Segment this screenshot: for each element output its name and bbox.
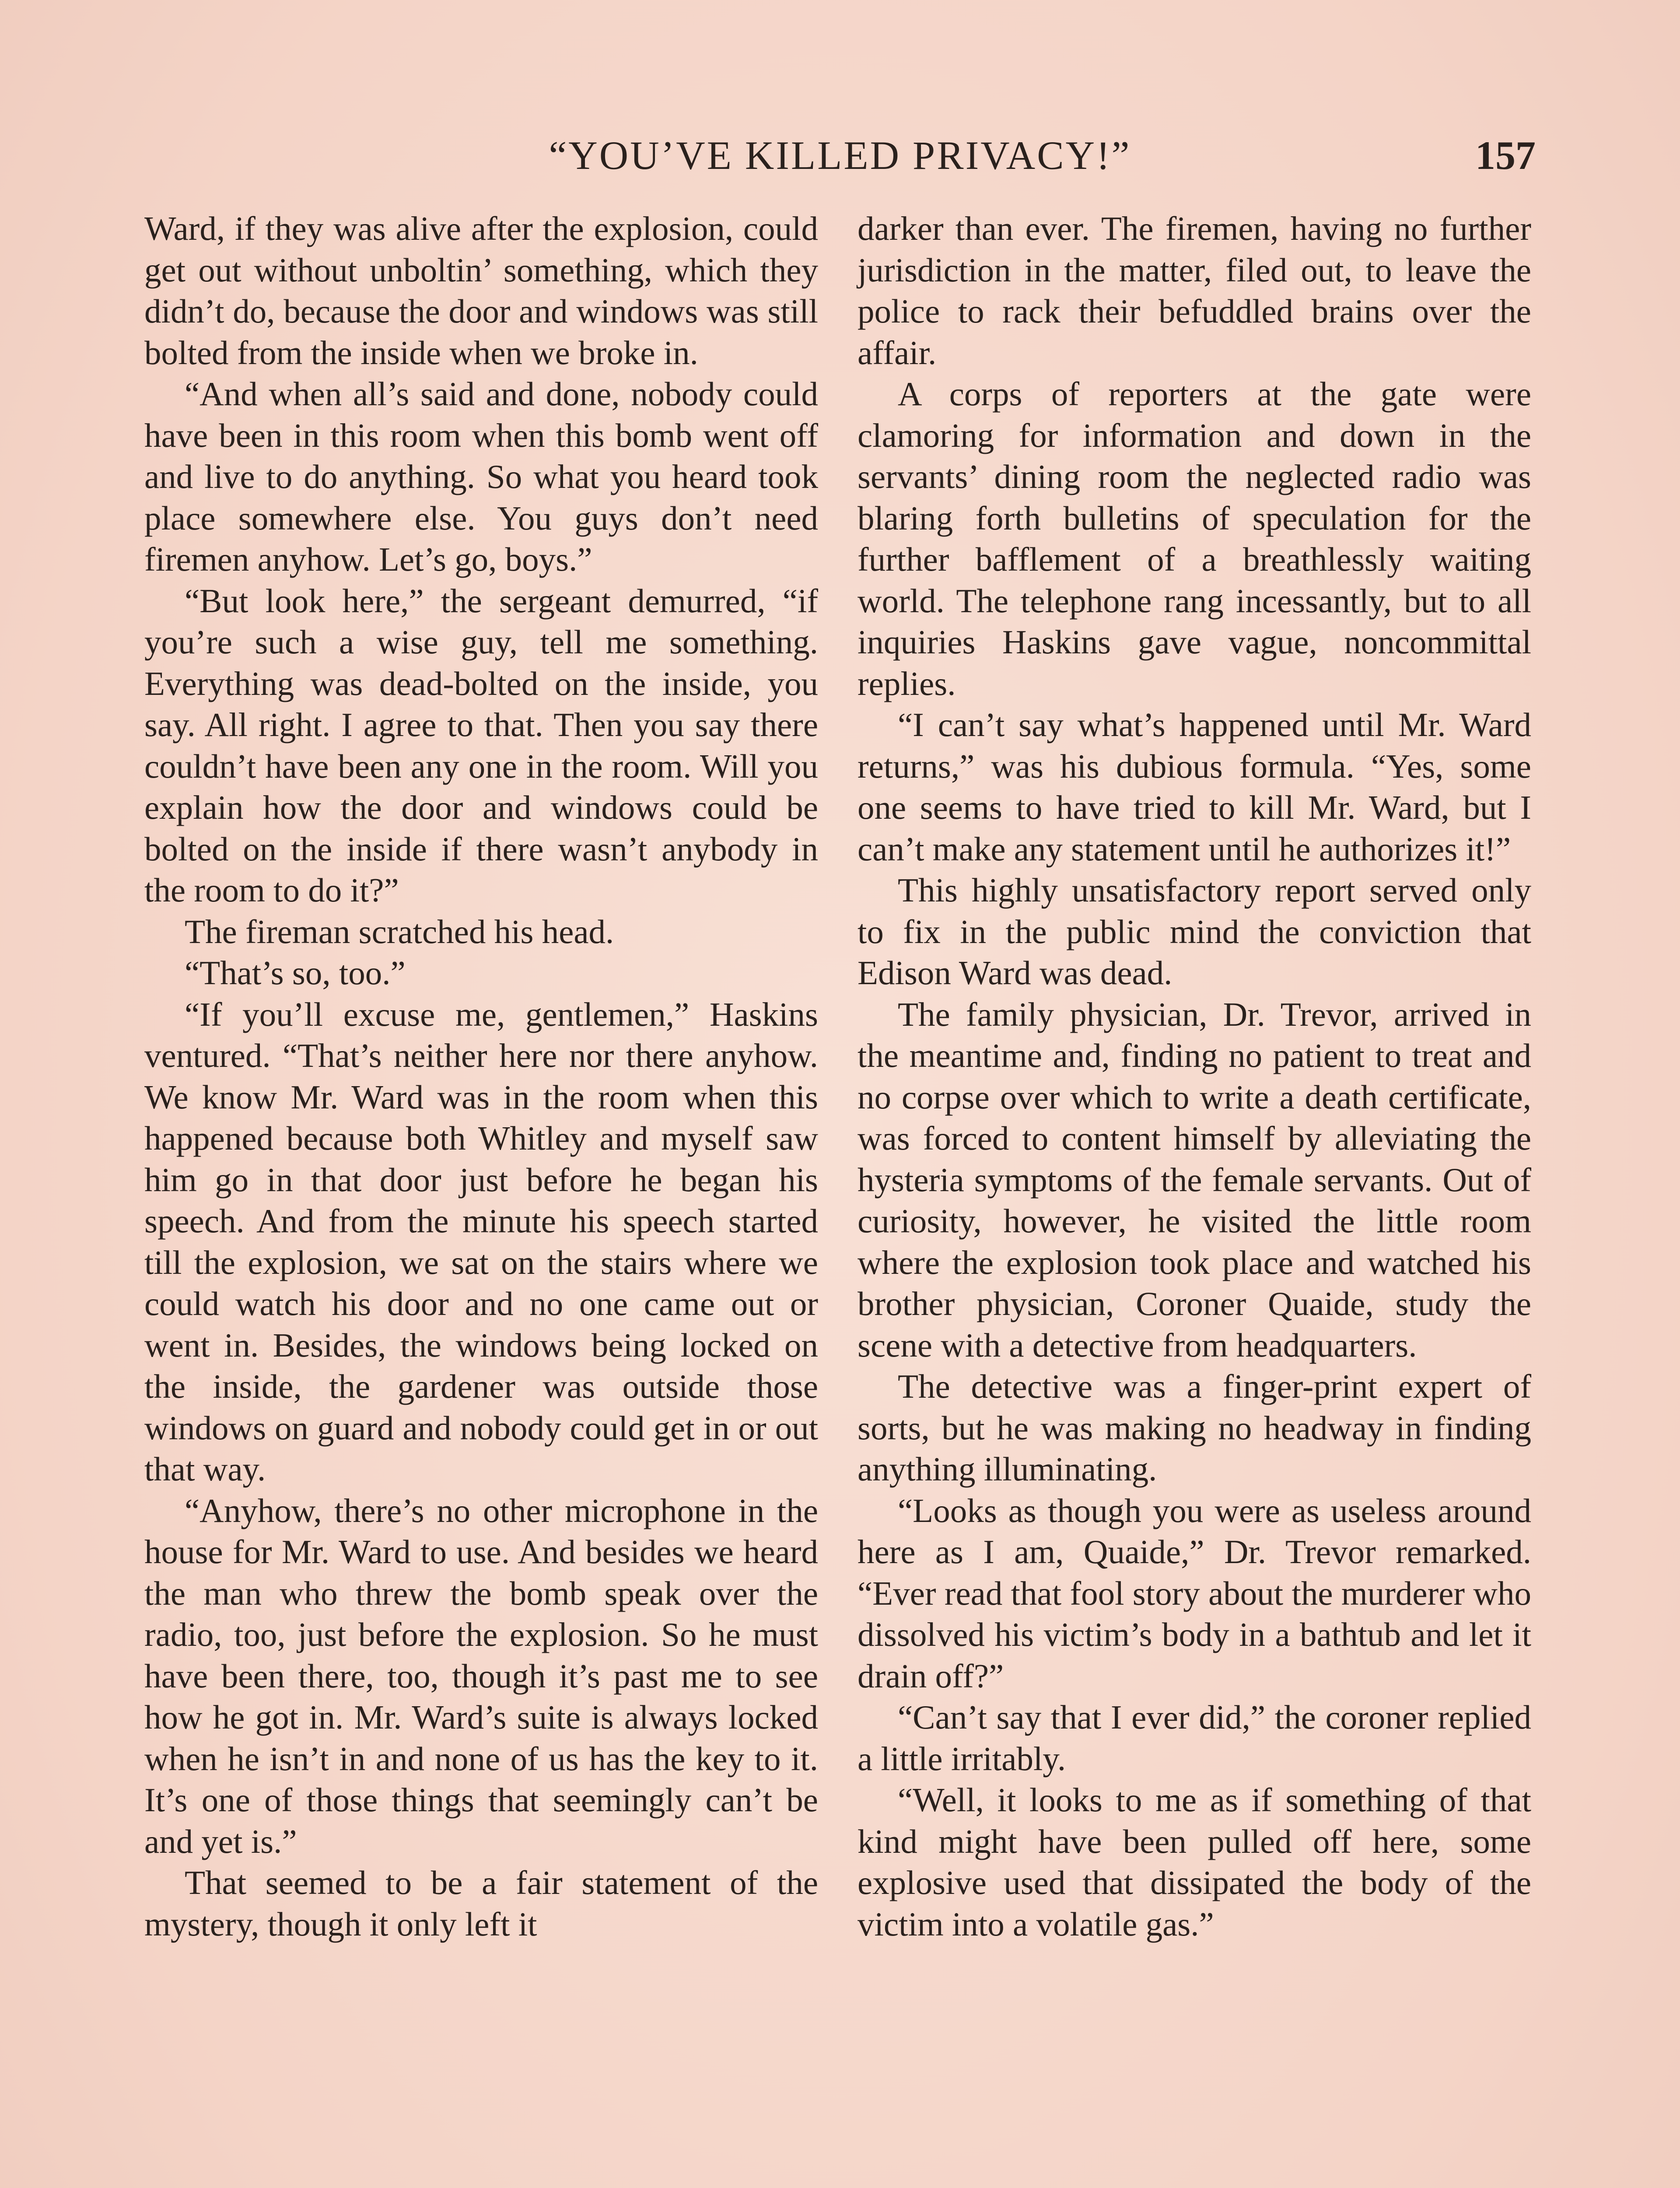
paragraph: “Can’t say that I ever did,” the coroner replied a little irritably. xyxy=(858,1698,1531,1778)
paragraph: Ward, if they was alive after the explosion, could get out without unboltin’ something, which they didn’t do, because the door and windows was still bolted from the inside when we broke in. xyxy=(144,210,818,372)
left-column xyxy=(144,208,818,1945)
paragraph: The detective was a finger-print expert of sorts, but he was making no headway in finding anything illuminating. xyxy=(858,1368,1531,1488)
paragraph: “That’s so, too.” xyxy=(185,954,406,992)
paragraph: “I can’t say what’s happened until Mr. Ward returns,” was his dubious formula. “Yes, some one seems to have tried to kill Mr. Ward, but I can’t make any statement until he authorizes it!” xyxy=(858,706,1531,868)
page-number: 157 xyxy=(1475,133,1536,178)
paragraph: “Well, it looks to me as if something of that kind might have been pulled off here, some explosive used that dissipated the body of the victim into a volatile gas.” xyxy=(858,1781,1531,1943)
paragraph: “And when all’s said and done, nobody could have been in this room when this bomb went off and live to do anything. So what you heard took place somewhere else. You guys don’t need firemen anyhow. Let’s go, boys.” xyxy=(144,375,818,578)
page-header xyxy=(144,131,1536,179)
paragraph: “Anyhow, there’s no other microphone in the house for Mr. Ward to use. And besides we heard the man who threw the bomb speak over the radio, too, just before the explosion. So he must have been there, too, though it’s past me to see how he got in. Mr. Ward’s suite is always locked when he isn’t in and none of us has the key to it. It’s one of those things that seemingly can’t be and yet is.” xyxy=(144,1491,818,1860)
paragraph: “Looks as though you were as useless around here as I am, Quaide,” Dr. Trevor remarked. “Ever read that fool story about the murderer who dissolved his victim’s body in a bathtub and let it drain off?” xyxy=(858,1491,1531,1695)
paragraph: The fireman scratched his head. xyxy=(185,912,614,950)
paragraph: The family physician, Dr. Trevor, arrived in the meantime and, finding no patient to treat and no corpse over which to write a death certificate, was forced to content himself by alleviating the hysteria symptoms of the female servants. Out of curiosity, however, he visited the little room where the explosion took place and watched his brother physician, Coroner Quaide, study the scene with a detective from headquarters. xyxy=(858,995,1531,1364)
paragraph: darker than ever. The firemen, having no further jurisdiction in the matter, filed out, to leave the police to rack their befuddled brains over the affair. xyxy=(858,210,1531,372)
right-column xyxy=(858,208,1531,1945)
paragraph: This highly unsatisfactory report served only to fix in the public mind the conviction that Edison Ward was dead. xyxy=(858,871,1531,992)
paragraph: A corps of reporters at the gate were clamoring for information and down in the servants’ dining room the neglected radio was blaring forth bulletins of speculation for the further bafflement of a breathlessly waiting world. The telephone rang incessantly, but to all inquiries Haskins gave vague, noncommittal replies. xyxy=(858,375,1531,702)
running-title: “YOU’VE KILLED PRIVACY!” xyxy=(549,133,1131,178)
paragraph: That seemed to be a fair statement of the mystery, though it only left it xyxy=(144,1864,818,1943)
paragraph: “If you’ll excuse me, gentlemen,” Haskins ventured. “That’s neither here nor there anyhow. We know Mr. Ward was in the room when this happened because both Whitley and myself saw him go in that door just before he began his speech. And from the minute his speech started till the explosion, we sat on the stairs where we could watch his door and no one came out or went in. Besides, the windows being locked on the inside, the gardener was outside those windows on guard and nobody could get in or out that way. xyxy=(144,995,818,1488)
paragraph: “But look here,” the sergeant demurred, “if you’re such a wise guy, tell me something. Everything was dead-bolted on the inside, you say. All right. I agree to that. Then you say there couldn’t have been any one in the room. Will you explain how the door and windows could be bolted on the inside if there wasn’t anybody in the room to do it?” xyxy=(144,582,818,909)
